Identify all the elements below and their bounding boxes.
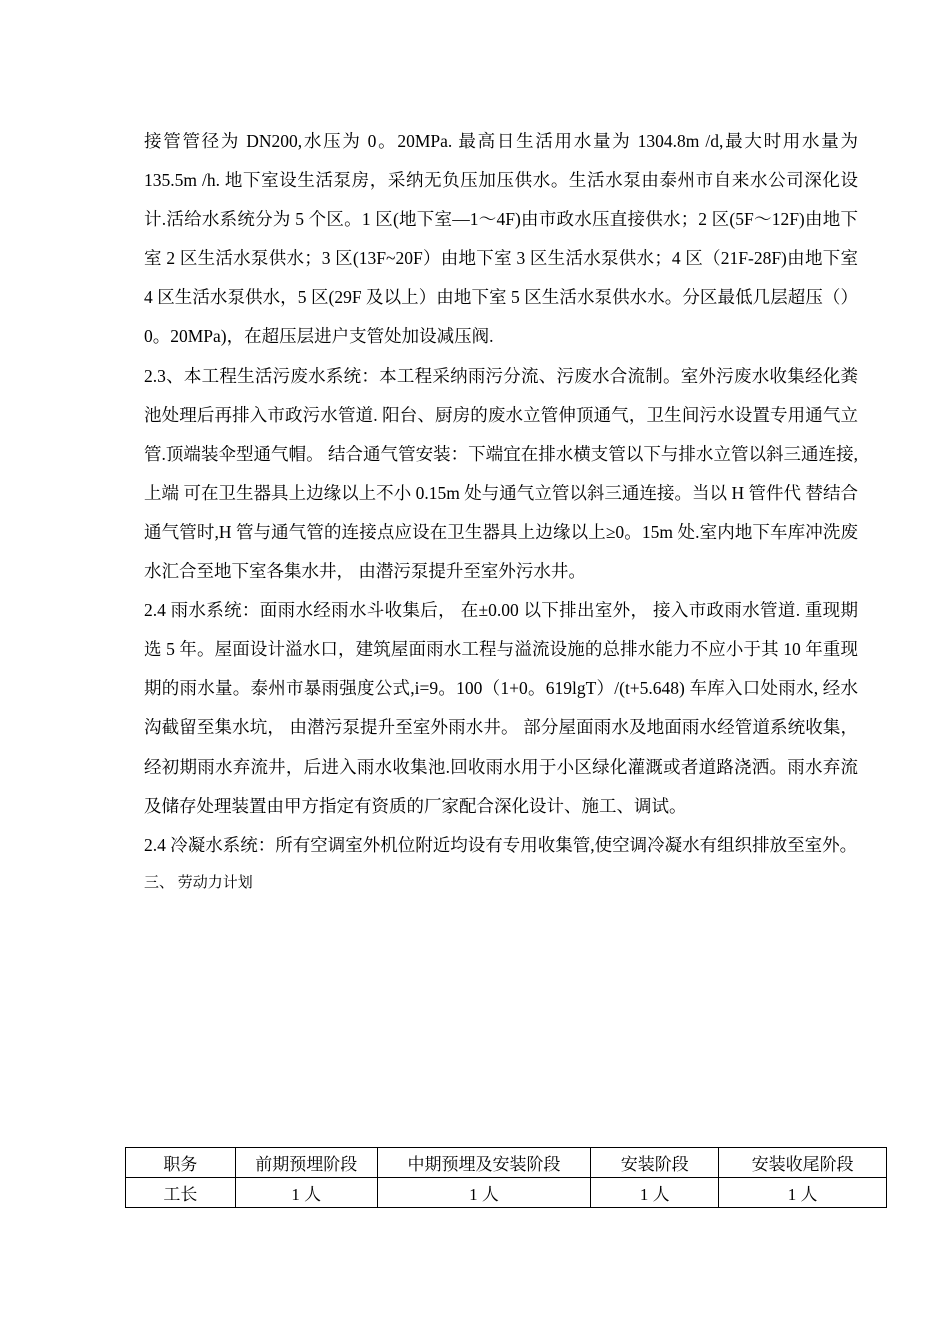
- table-cell: 1 人: [591, 1178, 719, 1208]
- paragraph-condensate-system: 2.4 冷凝水系统：所有空调室外机位附近均设有专用收集管,使空调冷凝水有组织排放至室外。: [144, 834, 858, 855]
- table-header-cell: 安装阶段: [591, 1148, 719, 1178]
- table-header-row: [126, 1148, 887, 1178]
- paragraph-rainwater-system: 2.4 雨水系统：面雨水经雨水斗收集后， 在±0.00 以下排出室外， 接入市政雨水管道. 重现期选 5 年。屋面设计溢水口，建筑屋面雨水工程与溢流设施的总排水能力不应小于其 10 年重现期的雨水量。泰州市暴雨强度公式,i=9。100（1+0。619lgT）/(t+5.648) 车库入口处雨水, 经水沟截留至集水坑， 由潜污泵提升至室外雨水井。 部分屋面雨水及地面雨水经管道系统收集，经初期雨水弃流井，后进入雨水收集池.回收雨水用于小区绿化灌溉或者道路浇洒。雨水弃流及储存处理装置由甲方指定有资质的厂家配合深化设计、施工、调试。: [144, 600, 858, 816]
- table-cell: 1 人: [377, 1178, 591, 1208]
- section-heading-labor-plan: 三、 劳动力计划: [144, 874, 253, 891]
- table-cell: 1 人: [719, 1178, 887, 1208]
- labor-plan-table: [125, 1147, 887, 1208]
- table-header-cell: 中期预埋及安装阶段: [377, 1148, 591, 1178]
- body-text: [144, 122, 863, 865]
- paragraph-water-supply: 接管管径为 DN200,水压为 0。20MPa. 最高日生活用水量为 1304.8m /d,最大时用水量为 135.5m /h. 地下室设生活泵房，采纳无负压加压供水。生活水泵由泰州市自来水公司深化设计.活给水系统分为 5 个区。1 区(地下室—1～4F)由市政水压直接供水；2 区(5F～12F)由地下室 2 区生活水泵供水；3 区(13F~20F）由地下室 3 区生活水泵供水；4 区（21F-28F)由地下室 4 区生活水泵供水，5 区(29F 及以上）由地下室 5 区生活水泵供水水。分区最低几层超压（）0。20MPa)，在超压层进户支管处加设减压阀.: [144, 131, 863, 347]
- table-cell: 工长: [126, 1178, 236, 1208]
- table-header-cell: 前期预埋阶段: [235, 1148, 377, 1178]
- table-header-cell: 职务: [126, 1148, 236, 1178]
- table-cell: 1 人: [235, 1178, 377, 1208]
- table-row: [126, 1178, 887, 1208]
- document-page: [144, 122, 863, 899]
- table-header-cell: 安装收尾阶段: [719, 1148, 887, 1178]
- paragraph-sewage-system: 2.3、本工程生活污废水系统：本工程采纳雨污分流、污废水合流制。室外污废水收集经化粪池处理后再排入市政污水管道. 阳台、厨房的废水立管伸顶通气，卫生间污水设置专用通气立管.顶端装伞型通气帽。 结合通气管安装：下端宜在排水横支管以下与排水立管以斜三通连接,上端 可在卫生器具上边缘以上不小 0.15m 处与通气立管以斜三通连接。当以 H 管件代 替结合通气管时,H 管与通气管的连接点应设在卫生器具上边缘以上≥0。15m 处.室内地下车库冲洗废水汇合至地下室各集水井， 由潜污泵提升至室外污水井。: [144, 365, 858, 582]
